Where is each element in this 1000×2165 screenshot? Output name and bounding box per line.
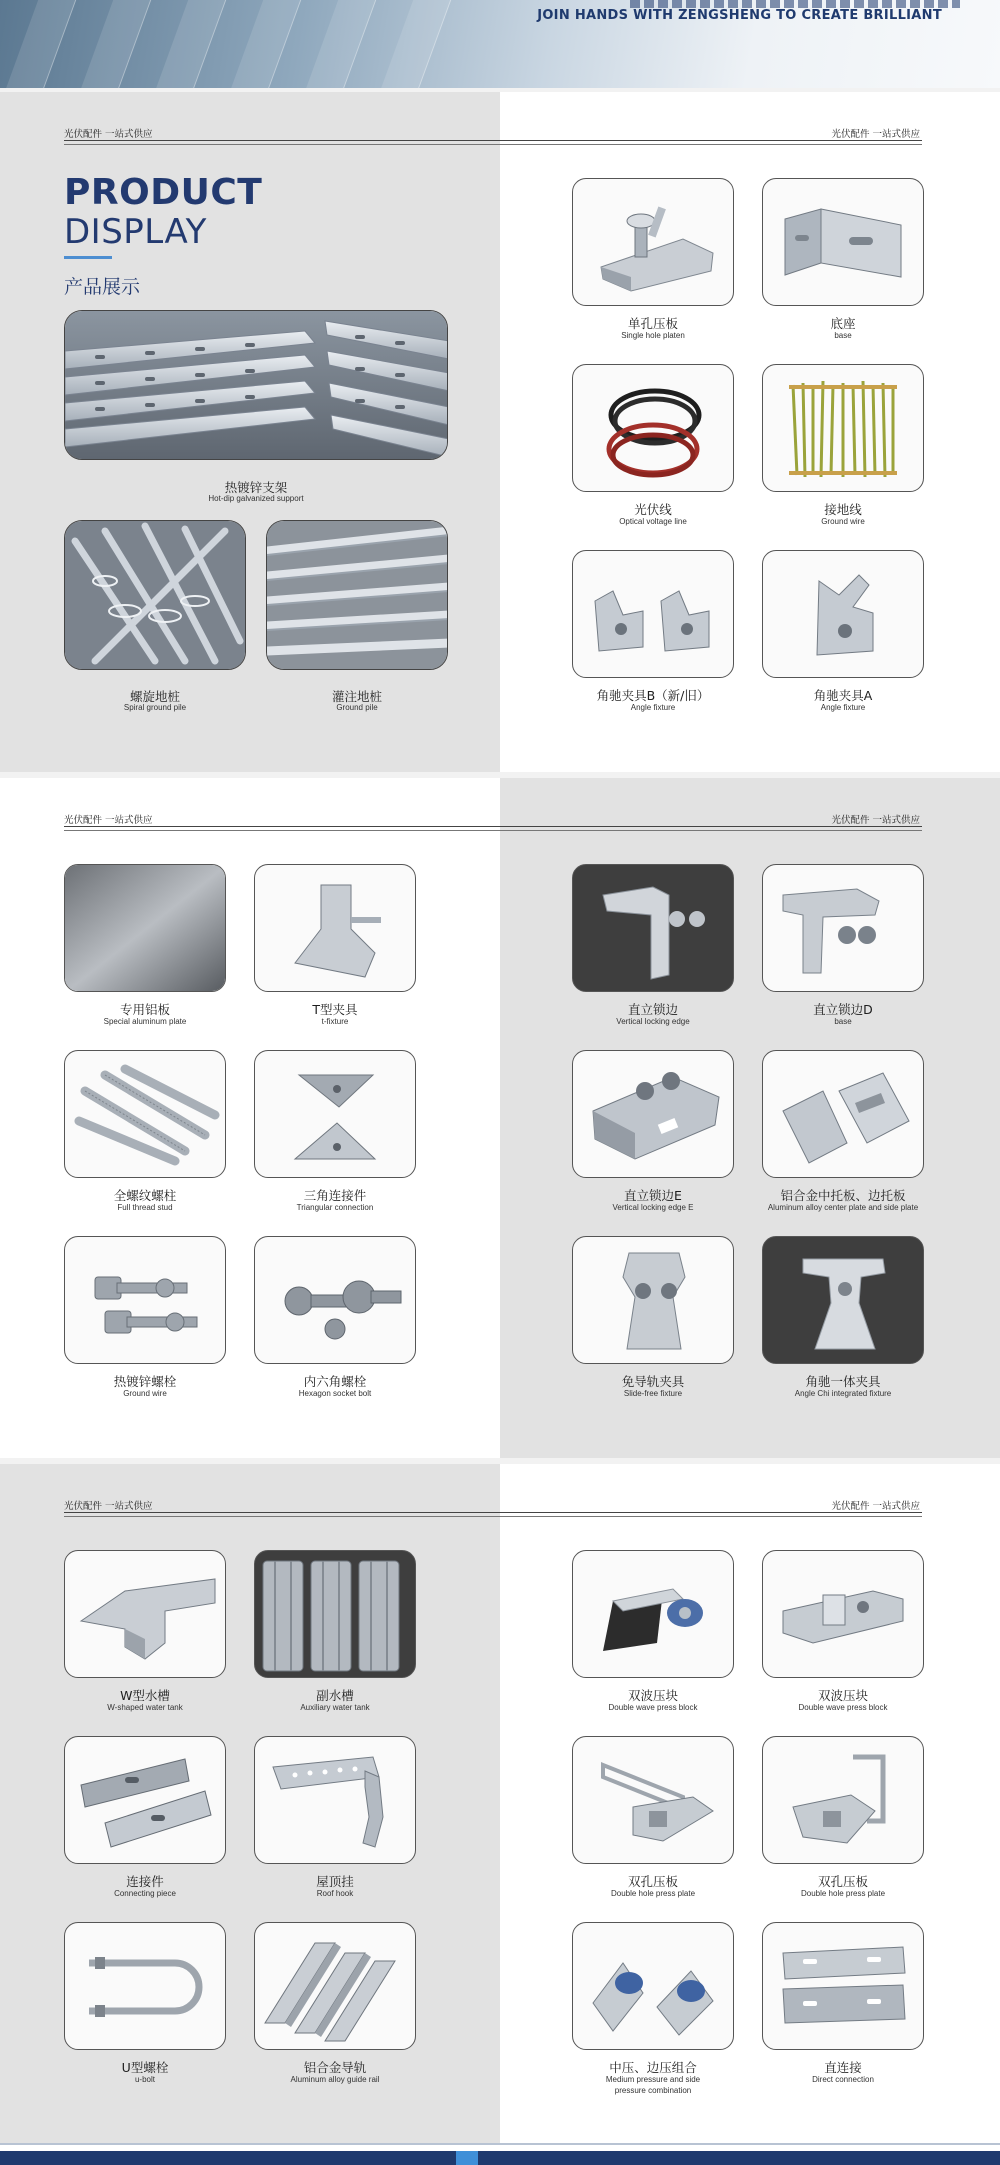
base-icon xyxy=(763,179,924,306)
product-card-t-fixture xyxy=(254,864,416,992)
header-divider xyxy=(64,1512,922,1517)
card-label-en: Vertical locking edge xyxy=(616,1017,690,1026)
main-photo-en: Hot-dip galvanized support xyxy=(208,494,304,503)
card-label-en: Aluminum alloy guide rail xyxy=(290,2075,380,2084)
card-label-cn: 接地线 xyxy=(824,502,862,517)
section-2 xyxy=(0,778,1000,1458)
card-label-en: Angle Chi integrated fixture xyxy=(794,1389,892,1398)
card-label-cn: 直立锁边E xyxy=(624,1188,682,1203)
card-label-en: u-bolt xyxy=(134,2075,155,2084)
product-card-full-thread-stud xyxy=(64,1050,226,1178)
footer-accent xyxy=(456,2151,478,2165)
product-card-double-hole-press-plate-2 xyxy=(762,1736,924,1864)
section-header-left: 光伏配件 一站式供应 xyxy=(64,1501,153,1512)
product-card-optical-voltage-line xyxy=(572,364,734,492)
card-label-en: Angle fixture xyxy=(630,703,676,712)
product-card-medium-side-pressure-combo xyxy=(572,1922,734,2050)
product-card-galvanized-bolt xyxy=(64,1236,226,1364)
ground-wire-icon xyxy=(763,365,924,492)
card-label-en: Ground wire xyxy=(821,517,865,526)
card-label-en: Double wave press block xyxy=(608,1703,698,1712)
product-card-vertical-locking-edge-e xyxy=(572,1050,734,1178)
card-label-cn: 全螺纹螺柱 xyxy=(113,1188,177,1203)
product-card-slide-free-fixture xyxy=(572,1236,734,1364)
card-label-cn: 角驰夹具A xyxy=(813,688,873,703)
title-accent-bar xyxy=(64,256,112,259)
section-3 xyxy=(0,1464,1000,2144)
card-label-en: Hexagon socket bolt xyxy=(298,1389,372,1398)
card-label-cn: 单孔压板 xyxy=(627,316,678,331)
card-label-cn: 双波压块 xyxy=(817,1688,868,1703)
card-label-en: Medium pressure and side pressure combination xyxy=(605,2075,701,2095)
card-label-en: Full thread stud xyxy=(117,1203,173,1212)
spiral-pile-en: Spiral ground pile xyxy=(123,703,187,712)
card-label-cn: 铝合金导轨 xyxy=(303,2060,367,2075)
card-label-en: Ground wire xyxy=(123,1389,167,1398)
product-title-cn: 产品展示 xyxy=(64,276,141,298)
card-label-cn: 双波压块 xyxy=(627,1688,678,1703)
card-label-cn: 直立锁边 xyxy=(627,1002,678,1017)
card-label-en: Slide-free fixture xyxy=(623,1389,683,1398)
card-label-cn: W型水槽 xyxy=(120,1688,170,1703)
header-divider xyxy=(64,140,922,145)
product-card-w-water-tank xyxy=(64,1550,226,1678)
card-label-cn: 直立锁边D xyxy=(813,1002,873,1017)
fixture-icon xyxy=(763,551,924,678)
photo-spiral-ground-pile xyxy=(64,520,246,670)
card-label-en: Double hole press plate xyxy=(800,1889,886,1898)
section-header-left: 光伏配件 一站式供应 xyxy=(64,815,153,826)
card-label-cn: 铝合金中托板、边托板 xyxy=(780,1188,906,1203)
cable-icon xyxy=(573,365,734,492)
card-label-cn: T型夹具 xyxy=(312,1002,358,1017)
card-label-cn: 直连接 xyxy=(824,2060,862,2075)
section-1 xyxy=(0,92,1000,772)
ground-pile-cn: 灌注地桩 xyxy=(331,689,382,704)
card-label-en: Triangular connection xyxy=(296,1203,374,1212)
product-card-base xyxy=(762,178,924,306)
card-label-cn: U型螺栓 xyxy=(121,2060,169,2075)
card-label-en: Connecting piece xyxy=(114,1889,176,1898)
header-divider xyxy=(64,826,922,831)
main-photo-cn: 热镀锌支架 xyxy=(224,480,288,495)
card-label-cn: 双孔压板 xyxy=(817,1874,868,1889)
section-header-right: 光伏配件 一站式供应 xyxy=(831,1501,920,1512)
section-header-right: 光伏配件 一站式供应 xyxy=(831,129,920,140)
card-label-cn: 连接件 xyxy=(126,1874,164,1889)
card-label-en: Vertical locking edge E xyxy=(612,1203,694,1212)
card-label-en: W-shaped water tank xyxy=(107,1703,183,1712)
card-label-cn: 光伏线 xyxy=(634,502,672,517)
card-label-cn: 三角连接件 xyxy=(303,1188,367,1203)
product-card-roof-hook xyxy=(254,1736,416,1864)
product-card-double-hole-press-plate-1 xyxy=(572,1736,734,1864)
card-label-en: Double hole press plate xyxy=(610,1889,696,1898)
product-card-single-hole-platen xyxy=(572,178,734,306)
product-card-vertical-locking-edge-d xyxy=(762,864,924,992)
main-photo-galvanized-support xyxy=(64,310,448,460)
card-label-en: t-fixture xyxy=(321,1017,349,1026)
card-label-en: Direct connection xyxy=(812,2075,874,2084)
product-card-vertical-locking-edge xyxy=(572,864,734,992)
product-card-connecting-piece xyxy=(64,1736,226,1864)
product-card-triangular-connection xyxy=(254,1050,416,1178)
card-label-cn: 内六角螺栓 xyxy=(303,1374,367,1389)
section-header-left: 光伏配件 一站式供应 xyxy=(64,129,153,140)
footer-divider xyxy=(0,2143,1000,2145)
card-label-cn: 专用铝板 xyxy=(119,1002,170,1017)
card-label-cn: 屋顶挂 xyxy=(316,1874,354,1889)
product-card-special-aluminum-plate xyxy=(64,864,226,992)
section-header-right: 光伏配件 一站式供应 xyxy=(831,815,920,826)
product-card-hexagon-socket-bolt xyxy=(254,1236,416,1364)
product-card-angle-chi-integrated-fixture xyxy=(762,1236,924,1364)
card-label-en: Auxiliary water tank xyxy=(300,1703,370,1712)
product-card-u-bolt xyxy=(64,1922,226,2050)
banner-slogan: JOIN HANDS WITH ZENGSHENG TO CREATE BRILLIANT xyxy=(537,8,942,23)
card-label-cn: 免导轨夹具 xyxy=(621,1374,685,1389)
product-card-ground-wire xyxy=(762,364,924,492)
card-label-en: Special aluminum plate xyxy=(103,1017,187,1026)
card-label-cn: 底座 xyxy=(830,316,856,331)
product-title-line1: PRODUCT xyxy=(64,172,263,213)
card-label-en: Single hole platen xyxy=(621,331,685,340)
spiral-pile-cn: 螺旋地桩 xyxy=(129,689,180,704)
product-card-angle-fixture-b xyxy=(572,550,734,678)
footer-bar xyxy=(0,2151,1000,2165)
card-label-cn: 中压、边压组合 xyxy=(609,2060,697,2075)
card-label-en: base xyxy=(834,1017,852,1026)
card-label-en: base xyxy=(834,331,852,340)
fixture-icon xyxy=(573,551,734,678)
product-card-aluminum-alloy-plates xyxy=(762,1050,924,1178)
card-label-cn: 副水槽 xyxy=(316,1688,354,1703)
product-card-auxiliary-water-tank xyxy=(254,1550,416,1678)
photo-ground-pile xyxy=(266,520,448,670)
product-card-double-wave-press-block-2 xyxy=(762,1550,924,1678)
top-banner xyxy=(0,0,1000,88)
ground-pile-en: Ground pile xyxy=(336,703,378,712)
card-label-en: Roof hook xyxy=(316,1889,354,1898)
card-label-cn: 角驰夹具B（新/旧） xyxy=(596,688,710,703)
product-card-double-wave-press-block-1 xyxy=(572,1550,734,1678)
card-label-cn: 双孔压板 xyxy=(627,1874,678,1889)
platen-icon xyxy=(573,179,734,306)
product-title-line2: DISPLAY xyxy=(64,212,207,252)
card-label-cn: 角驰一体夹具 xyxy=(805,1374,881,1389)
card-label-en: Double wave press block xyxy=(798,1703,888,1712)
product-card-aluminum-guide-rail xyxy=(254,1922,416,2050)
card-label-en: Optical voltage line xyxy=(619,517,687,526)
card-label-cn: 热镀锌螺栓 xyxy=(113,1374,177,1389)
product-card-angle-fixture-a xyxy=(762,550,924,678)
product-card-direct-connection xyxy=(762,1922,924,2050)
card-label-en: Aluminum alloy center plate and side plate xyxy=(767,1203,919,1212)
banner-cropped-text xyxy=(630,0,960,8)
card-label-en: Angle fixture xyxy=(820,703,866,712)
